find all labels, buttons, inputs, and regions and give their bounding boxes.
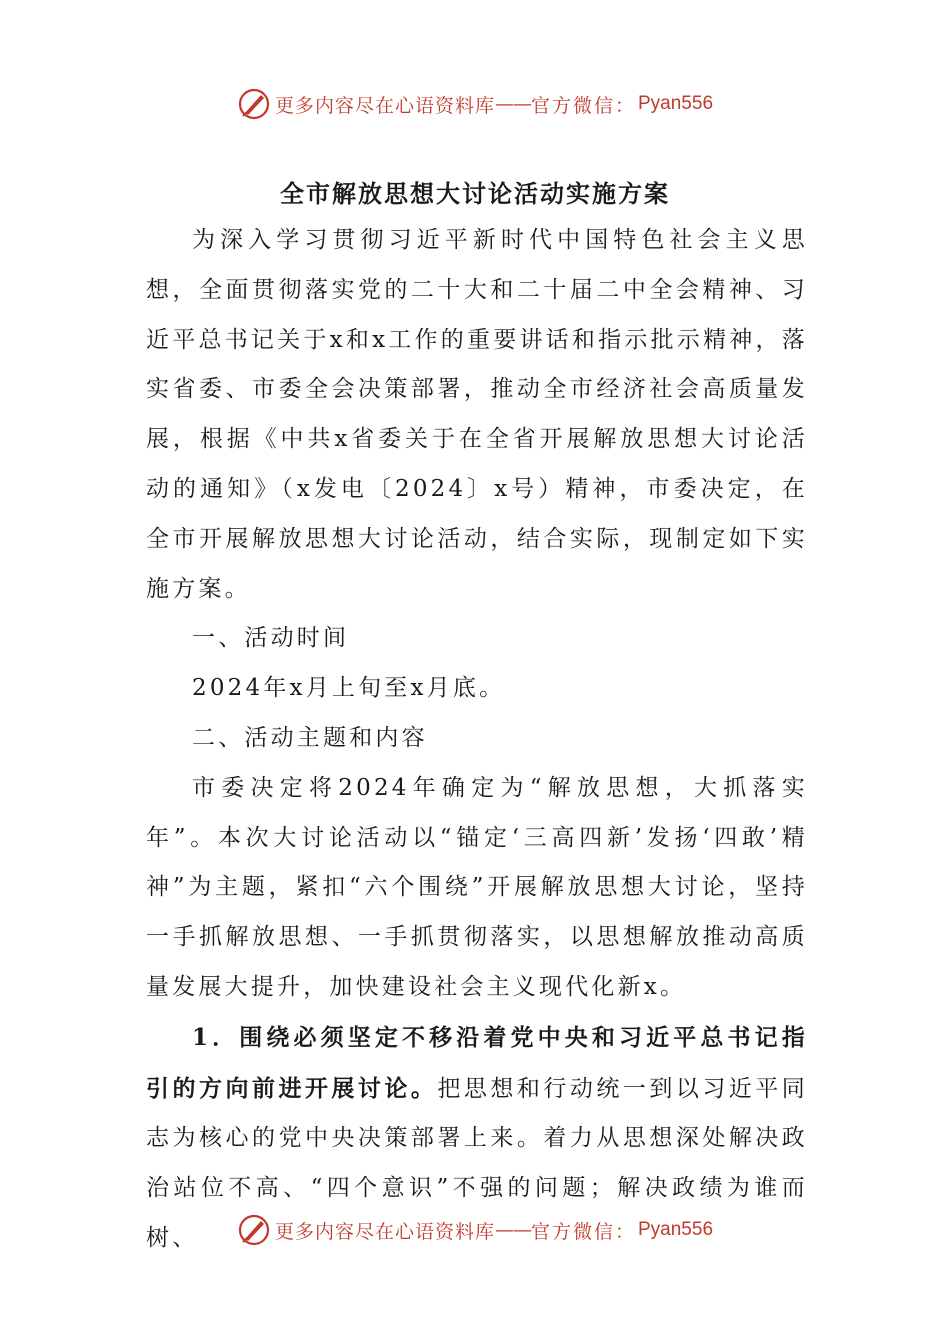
section-1-heading: 一、活动时间 (192, 625, 350, 652)
watermark-separator: —— (494, 93, 531, 115)
section-2-heading: 二、活动主题和内容 (192, 724, 428, 751)
watermark-brand: 更多内容尽在心语资料库 (274, 94, 495, 117)
watermark-handle: Pyan556 (638, 1219, 714, 1240)
section-1-body: 2024年x月上旬至x月底。 (192, 675, 506, 702)
watermark-handle: Pyan556 (638, 93, 714, 114)
watermark-separator: —— (494, 1219, 531, 1241)
intro-paragraph: 为深入学习贯彻习近平新时代中国特色社会主义思想，全面贯彻落实党的二十大和二十届二中全会精神、习近平总书记关于x和x工作的重要讲话和指示批示精神，落实省委、市委全会决策部署，推动全市经济社会高质量发展，根据《中共x省委关于在全省开展解放思想大讨论活动的通知》（x发电〔2024〕x号）精神，市委决定，在全市开展解放思想大讨论活动，结合实际，现制定如下实施方案。 (146, 227, 808, 602)
watermark-brand: 更多内容尽在心语资料库 (274, 1220, 495, 1243)
watermark-official: 官方微信： (530, 1220, 636, 1243)
quill-logo-icon (237, 1213, 271, 1247)
watermark-official: 官方微信： (530, 94, 636, 117)
watermark-header (0, 82, 950, 126)
document-body (146, 216, 808, 1264)
section-2-body: 市委决定将2024年确定为“解放思想，大抓落实年”。本次大讨论活动以“锚定‘三高四新’发扬‘四敢’精神”为主题，紧扣“六个围绕”开展解放思想大讨论，坚持一手抓解放思想、一手抓贯彻落实，以思想解放推动高质量发展大提升，加快建设社会主义现代化新x。 (146, 774, 808, 1000)
item-1-body: 把思想和行动统一到以习近平同志为核心的党中央决策部署上来。着力从思想深处解决政治站位不高、“四个意识”不强的问题；解决政绩为谁而树、 (146, 1075, 808, 1251)
item-1-heading: 1．围绕必须坚定不移沿着党中央和习近平总书记指引的方向前进开展讨论。 (146, 1023, 808, 1102)
watermark-footer (0, 1208, 950, 1252)
quill-logo-icon (237, 87, 271, 121)
document-title: 全市解放思想大讨论活动实施方案 (280, 179, 670, 208)
